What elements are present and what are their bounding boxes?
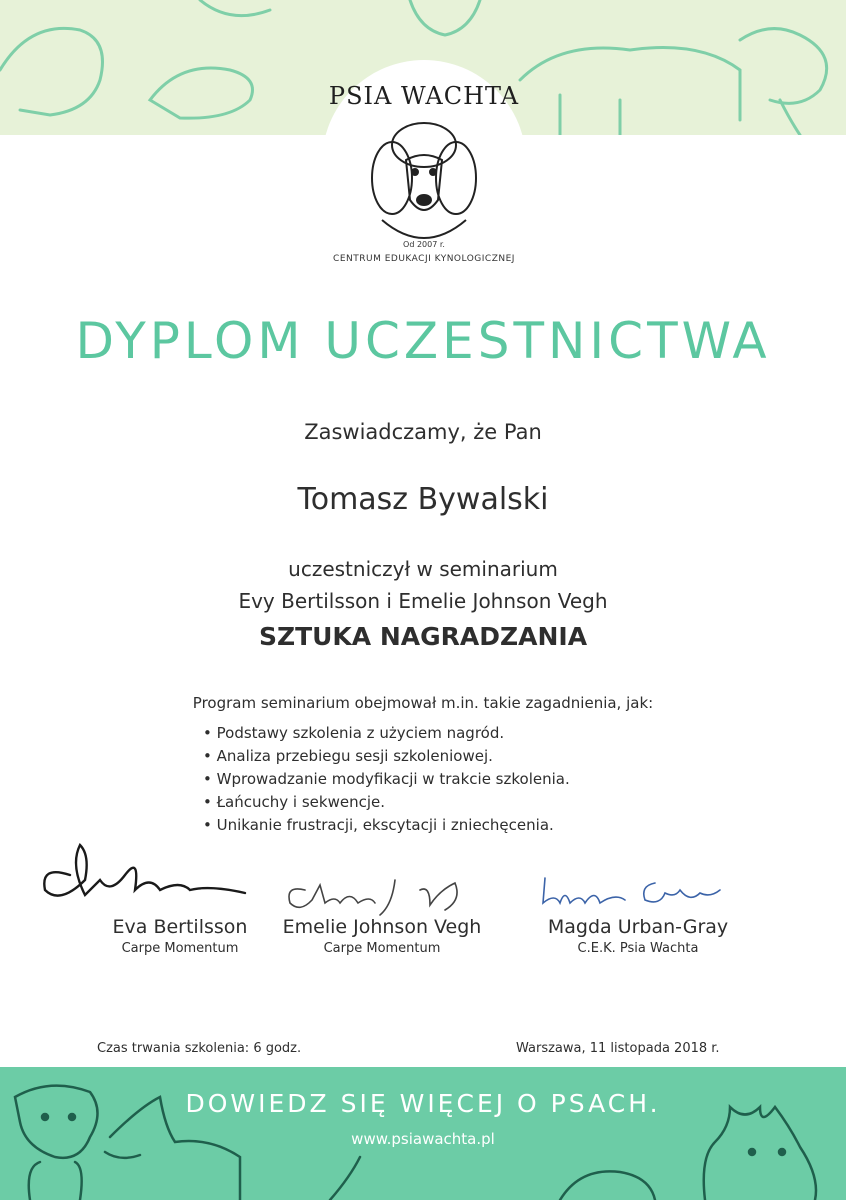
logo-brand: PSIA WACHTA: [328, 82, 520, 110]
program-intro: Program seminarium obejmował m.in. takie zagadnienia, jak:: [192, 694, 654, 712]
psia-wachta-logo: [322, 60, 526, 280]
signatory-name: Emelie Johnson Vegh: [282, 916, 482, 938]
signatory-organization: Carpe Momentum: [323, 941, 441, 956]
recipient-name: Tomasz Bywalski: [297, 482, 549, 517]
list-item: • Łańcuchy i sekwencje.: [203, 791, 570, 814]
signature-block-2: [262, 916, 502, 956]
list-item: • Wprowadzanie modyfikacji w trakcie szkolenia.: [203, 768, 570, 791]
signatory-organization: Carpe Momentum: [121, 941, 239, 956]
bottom-dog-illustration-band: [0, 1067, 846, 1200]
signatory-organization: C.E.K. Psia Wachta: [577, 941, 699, 956]
participation-text: uczestniczył w seminarium: [288, 557, 558, 581]
list-item: • Podstawy szkolenia z użyciem nagród.: [203, 722, 570, 745]
logo-since: Od 2007 r.: [403, 240, 445, 249]
list-item: • Analiza przebiegu sesji szkoleniowej.: [203, 745, 570, 768]
program-topics-list: [203, 722, 570, 837]
signature-eva-bertilsson-icon: [30, 835, 260, 915]
signature-block-3: [518, 916, 758, 956]
signatory-name: Eva Bertilsson: [112, 916, 248, 938]
logo-tagline: CENTRUM EDUKACJI KYNOLOGICZNEJ: [333, 254, 515, 264]
website-link[interactable]: www.psiawachta.pl: [351, 1130, 495, 1148]
certificate-title: DYPLOM UCZESTNICTWA: [75, 312, 771, 370]
place-and-date: Warszawa, 11 listopada 2018 r.: [516, 1041, 720, 1056]
attestation-text: Zaswiadczamy, że Pan: [304, 420, 542, 444]
instructors-text: Evy Bertilsson i Emelie Johnson Vegh: [238, 589, 608, 613]
list-item: • Unikanie frustracji, ekscytacji i zniechęcenia.: [203, 814, 570, 837]
promo-slogan: DOWIEDZ SIĘ WIĘCEJ O PSACH.: [185, 1089, 661, 1118]
signatory-name: Magda Urban-Gray: [547, 916, 729, 938]
training-duration: Czas trwania szkolenia: 6 godz.: [97, 1041, 302, 1056]
seminar-title: SZTUKA NAGRADZANIA: [258, 622, 588, 651]
signature-emelie-johnson-vegh-icon: [280, 865, 480, 920]
signature-magda-urban-gray-icon: [535, 868, 735, 913]
